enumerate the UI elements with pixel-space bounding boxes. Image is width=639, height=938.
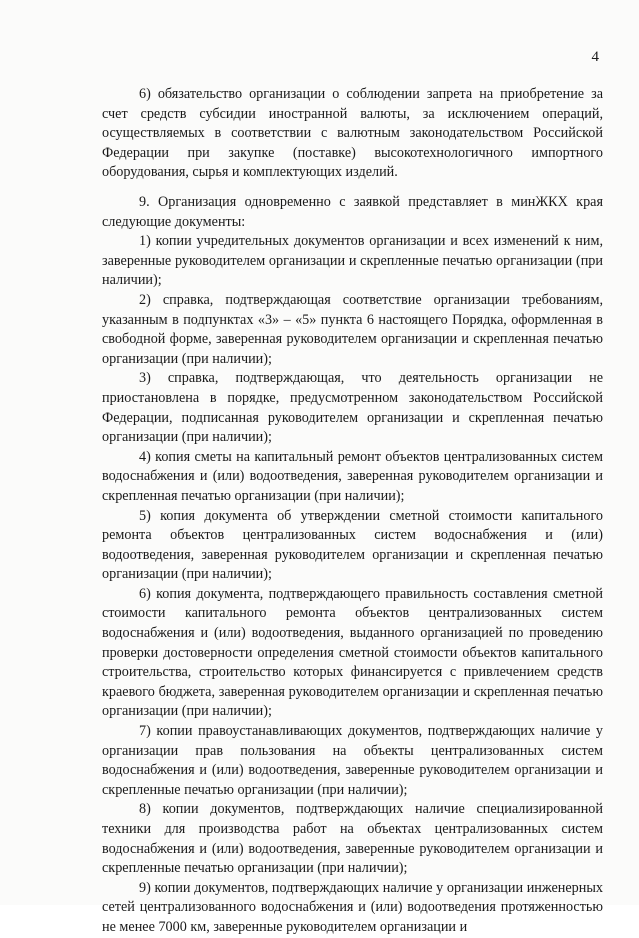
paragraph-section-9-item-9: 9) копии документов, подтверждающих наличие у организации инженерных сетей централизованного водоснабжения и (или) водоотведения протяженностью не менее 7000 км, заверенные руководителем организации и — [102, 879, 603, 935]
paragraph-section-9-item-7: 7) копии правоустанавливающих документов, подтверждающих наличие у организации прав пользования на объекты централизованных систем водоснабжения и (или) водоотведения, заверенные руководителем организации и скрепленные печатью организации (при наличии); — [102, 723, 603, 798]
paragraph-section-9-item-6: 6) копия документа, подтверждающего правильность составления сметной стоимости капитального ремонта объектов централизованных систем водоснабжения и (или) водоотведения, выданного организацией по проведению проверки достоверности определения сметной стоимости объектов капитального строительства, строительство которых финансируется с привлечением средств краевого бюджета, заверенная руководителем организации и скрепленная печатью организации (при наличии); — [102, 585, 603, 720]
page-number: 4 — [591, 49, 599, 65]
paragraph-section-9-item-3: 3) справка, подтверждающая, что деятельность организации не приостановлена в порядке, предусмотренном законодательством Российской Федерации, подписанная руководителем организации и скрепленная печатью организации (при наличии); — [102, 370, 603, 446]
paragraph-section-9-item-1: 1) копии учредительных документов организации и всех изменений к ним, заверенные руководителем организации и скрепленные печатью организации (при наличии); — [102, 233, 603, 289]
item-6-obligation-block — [102, 85, 603, 183]
section-9-block — [102, 193, 603, 938]
paragraph-section-9-intro: 9. Организация одновременно с заявкой представляет в минЖКХ края следующие документы: — [102, 194, 603, 230]
paragraph-item-6-obligation: 6) обязательство организации о соблюдении запрета на приобретение за счет средств субсидии иностранной валюты, за исключением операций, осуществляемых в соответствии с валютным законодательством Российской Федерации при закупке (поставке) высокотехнологичного импортного оборудования, сырья и комплектующих изделий. — [102, 86, 603, 181]
paragraph-section-9-item-4: 4) копия сметы на капитальный ремонт объектов централизованных систем водоснабжения и (или) водоотведения, заверенная руководителем организации и скрепленная печатью организации (при наличии); — [102, 448, 603, 504]
paragraph-section-9-item-2: 2) справка, подтверждающая соответствие организации требованиям, указанным в подпунктах «3» – «5» пункта 6 настоящего Порядка, оформленная в свободной форме, заверенная руководителем организации и скрепленная печатью организации (при наличии); — [102, 291, 603, 367]
paragraph-section-9-item-8: 8) копии документов, подтверждающих наличие специализированной техники для производства работ на объектах централизованных систем водоснабжения и (или) водоотведения, заверенные руководителем организации и скрепленные печатью организации (при наличии); — [102, 801, 603, 877]
paragraph-section-9-item-5: 5) копия документа об утверждении сметной стоимости капитального ремонта объектов централизованных систем водоснабжения и (или) водоотведения, заверенная руководителем организации и скрепленная печатью организации (при наличии); — [102, 507, 603, 583]
